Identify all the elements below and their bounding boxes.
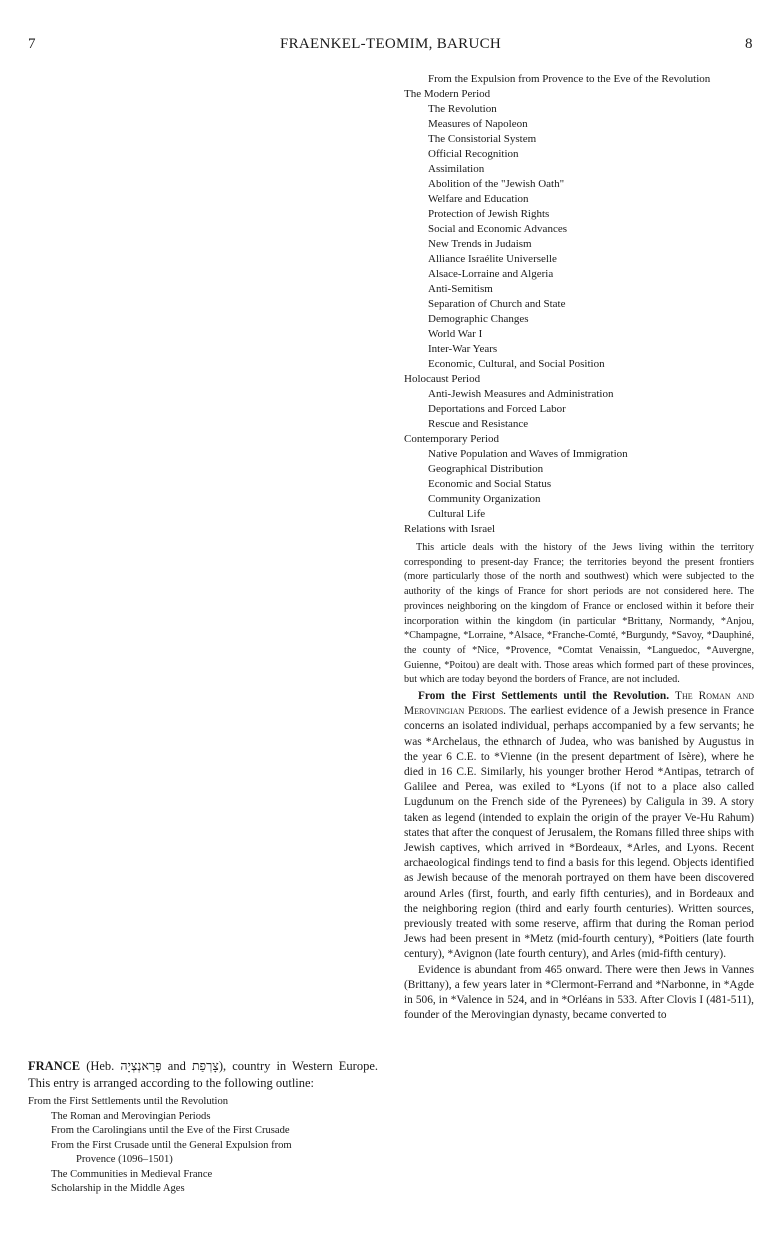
intro-paragraph: This article deals with the history of the Jews living within the territory corresponding to present-day France; the territories beyond the present frontiers (more particularly those of the north and southwest) which were subjected to the authority of the kings of France for short periods are not considered here. The provinces neighboring on the kingdom of France or enclosed within it before their incorporation within the kingdom (in particular *Brittany, Normandy, *Anjou, *Champagne, *Lorraine, *Alsace, *Franche-Comté, *Burgundy, *Savoy, *Dauphiné, the county of *Nice, *Provence, *Comtat Venaissin, *Languedoc, *Auvergne, Guienne, *Poitou) are dealt with. Those areas which formed part of these provinces, but which are today beyond the borders of France, are not included. xyxy=(404,542,754,686)
outline-subsection: Economic, Cultural, and Social Position xyxy=(428,358,605,370)
outline-subsection: Anti-Jewish Measures and Administration xyxy=(428,388,614,400)
outline-subsection: The Revolution xyxy=(428,103,497,115)
outline-section: The Modern Period xyxy=(404,88,491,100)
outline-subsection: From the First Crusade until the General Expulsion from xyxy=(51,1139,292,1151)
outline-continued xyxy=(404,72,754,537)
outline-subsection: The Roman and Merovingian Periods xyxy=(51,1110,211,1122)
outline-subsection: Official Recognition xyxy=(428,148,519,160)
outline-subsection: Abolition of the "Jewish Oath" xyxy=(428,178,565,190)
outline-section: Relations with Israel xyxy=(404,523,496,535)
right-column xyxy=(404,72,754,1024)
page-number-left: 7 xyxy=(28,36,36,52)
outline-subsection: Native Population and Waves of Immigration xyxy=(428,448,628,460)
outline-subsection: Separation of Church and State xyxy=(428,298,566,310)
outline-subsection: Inter-War Years xyxy=(428,343,498,355)
page-number-right: 8 xyxy=(745,36,753,52)
outline-subsection: The Communities in Medieval France xyxy=(51,1168,213,1180)
outline-subsection: Measures of Napoleon xyxy=(428,118,528,130)
outline-subsection: From the Expulsion from Provence to the Eve of the Revolution xyxy=(428,73,711,85)
outline-subsection: Social and Economic Advances xyxy=(428,223,567,235)
entry-outline xyxy=(28,1095,378,1197)
outline-subsection: Protection of Jewish Rights xyxy=(428,208,550,220)
section-subheading: The Roman and Merovingian Periods. xyxy=(404,690,754,718)
article-body xyxy=(404,689,754,1023)
outline-subsection: Anti-Semitism xyxy=(428,283,493,295)
entry-headword: FRANCE xyxy=(28,1059,81,1073)
outline-subsection: Assimilation xyxy=(428,163,485,175)
outline-subsection: World War I xyxy=(428,328,483,340)
running-header xyxy=(0,36,781,56)
running-title: FRAENKEL-TEOMIM, BARUCH xyxy=(279,36,502,52)
entry-hebrew-name-1: פְּרַאנְצְיָה xyxy=(120,1059,162,1073)
outline-subsection: New Trends in Judaism xyxy=(428,238,532,250)
outline-subsection: Rescue and Resistance xyxy=(428,418,529,430)
entry-conjunction: and xyxy=(167,1059,186,1073)
outline-subsection: Economic and Social Status xyxy=(428,478,552,490)
outline-subsection: Scholarship in the Middle Ages xyxy=(51,1183,185,1194)
left-column xyxy=(28,1058,378,1197)
section-paragraph-2: Evidence is abundant from 465 onward. There were then Jews in Vannes (Brittany), a few years later in *Clermont-Ferrand and *Narbonne, in *Agde in 506, in *Valence in 524, and in *Orléans in 533. After Clovis I (481-511), founder of the Merovingian dynasty, became converted to xyxy=(404,963,754,1022)
outline-section: Holocaust Period xyxy=(404,373,481,385)
entry-hebrew-name-2: צָרְפַת xyxy=(191,1059,219,1073)
section-heading: From the First Settlements until the Revolution. xyxy=(418,690,670,703)
outline-subsection: Alsace-Lorraine and Algeria xyxy=(428,268,554,280)
entry-hebrew-prefix: (Heb. xyxy=(86,1059,115,1073)
outline-subsection: From the Carolingians until the Eve of the First Crusade xyxy=(51,1125,290,1136)
outline-section: Contemporary Period xyxy=(404,433,500,445)
outline-subsection: Geographical Distribution xyxy=(428,463,544,475)
outline-subsection: Alliance Israélite Universelle xyxy=(428,253,557,265)
outline-subsection: The Consistorial System xyxy=(428,133,537,145)
entry-definition: ), country in Western Europe. This entry is arranged according to the following outline: xyxy=(28,1059,379,1090)
outline-subsection: Demographic Changes xyxy=(428,313,529,325)
section-paragraph-1 xyxy=(404,689,754,963)
outline-subsection: Cultural Life xyxy=(428,508,486,520)
outline-subsection: Deportations and Forced Labor xyxy=(428,403,566,415)
outline-subsection: Community Organization xyxy=(428,493,541,505)
outline-subsection: Provence (1096–1501) xyxy=(76,1154,173,1165)
outline-section: From the First Settlements until the Revolution xyxy=(28,1096,229,1107)
section-text-1: The earliest evidence of a Jewish presence in France concerns an isolated individual, perhaps accompanied by a few servants; he was *Archelaus, the ethnarch of Judea, who was banished by Augustus in the year 6 C.E. to *Vienne (in the present department of Isère), where he died in 16 C.E. Similarly, his younger brother Herod *Antipas, tetrarch of Galilee and Perea, was exiled to *Lyons (if not to a place also called Lugdunum on the French side of the Pyrenees) by Caligula in 39. A story taken as legend (intended to explain the origin of the prayer Ve-Hu Rahum) states that after the conquest of Jerusalem, the Romans filled three ships with Jewish captives, which arrived in *Bordeaux, *Arles, and Lyons. Recent archaeological findings tend to find a basis for this legend. Objects identified as Jewish because of the menorah portrayed on them have been discovered around Arles (first, fourth, and early fifth centuries), and in Bordeaux and the neighboring region (third and early fourth centuries). Written sources, previously treated with some reserve, affirm that during the Roman period Jews had been present in *Metz (mid-fourth century), *Poitiers (late fourth century), *Avignon (late fourth century), and Arles (mid-fifth century). xyxy=(404,705,754,961)
encyclopedia-entry xyxy=(28,1058,378,1092)
outline-subsection: Welfare and Education xyxy=(428,193,529,205)
